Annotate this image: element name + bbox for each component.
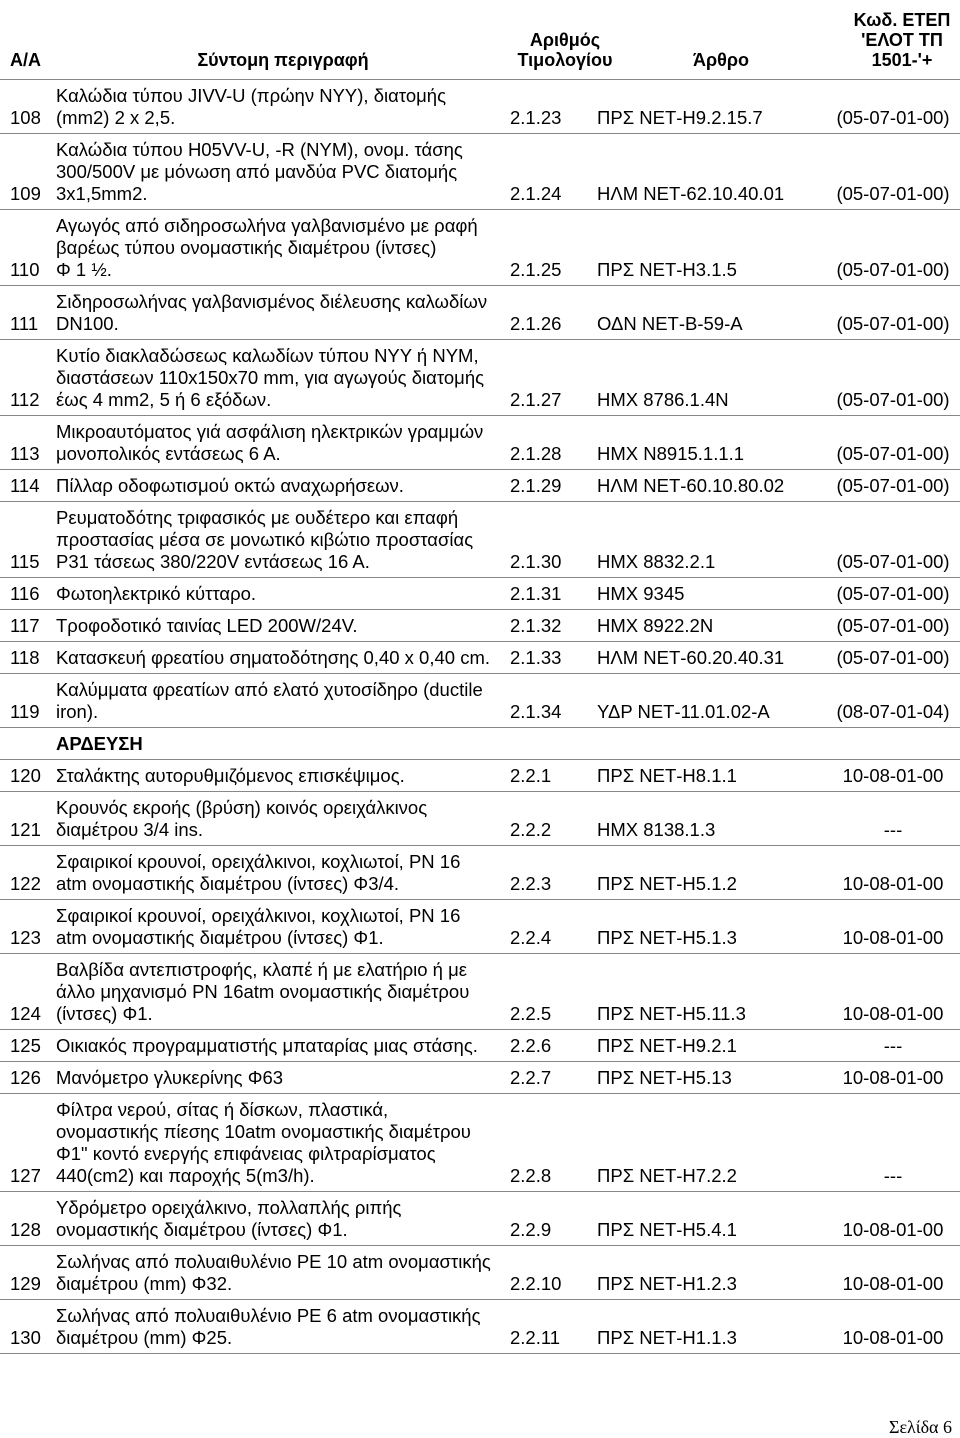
row-description xyxy=(56,615,510,637)
row-description xyxy=(56,851,510,895)
description-line: διαμέτρου 3/4 ins. xyxy=(56,819,204,840)
table-row xyxy=(0,470,960,502)
description-line: διαστάσεων 110x150x70 mm, για αγωγούς διατομής xyxy=(56,367,485,388)
etep-code: 10-08-01-00 xyxy=(842,1273,944,1294)
row-description xyxy=(56,905,510,949)
table-row xyxy=(0,900,960,954)
row-number: 122 xyxy=(10,873,41,894)
row-number: 117 xyxy=(10,615,40,636)
table-row xyxy=(0,674,960,728)
row-description xyxy=(56,1067,510,1089)
invoice-number: 2.1.32 xyxy=(510,615,562,636)
table-row xyxy=(0,134,960,210)
table-row xyxy=(0,1246,960,1300)
etep-code: 10-08-01-00 xyxy=(842,1327,944,1348)
row-description xyxy=(56,421,510,465)
description-line: Καλύμματα φρεατίων από ελατό χυτοσίδηρο (ductile xyxy=(56,679,483,700)
header-etep-code xyxy=(846,10,958,70)
header-number: Α/Α xyxy=(10,50,41,70)
row-number: 112 xyxy=(10,389,40,410)
description-line: Κατασκευή φρεατίου σηματοδότησης 0,40 x 0,40 cm. xyxy=(56,647,491,668)
description-line: έως 4 mm2, 5 ή 6 εξόδων. xyxy=(56,389,272,410)
article-code: ΗΜΧ 8922.2Ν xyxy=(597,615,714,636)
table-row xyxy=(0,80,960,134)
row-description xyxy=(56,1305,510,1349)
row-number: 129 xyxy=(10,1273,41,1294)
row-description xyxy=(56,1197,510,1241)
table-row xyxy=(0,760,960,792)
article-code: ΠΡΣ ΝΕΤ-Η5.13 xyxy=(597,1067,732,1088)
section-row xyxy=(0,728,960,760)
etep-code: 10-08-01-00 xyxy=(842,1219,944,1240)
etep-code: 10-08-01-00 xyxy=(842,1003,944,1024)
description-line: Σφαιρικοί κρουνοί, ορειχάλκινοι, κοχλιωτοί, PN 16 xyxy=(56,905,461,926)
invoice-number: 2.1.28 xyxy=(510,443,562,464)
invoice-number: 2.2.6 xyxy=(510,1035,552,1056)
etep-code: (05-07-01-00) xyxy=(836,107,950,128)
article-code: ΠΡΣ ΝΕΤ-Η1.1.3 xyxy=(597,1327,737,1348)
row-description xyxy=(56,1035,510,1057)
description-line: Ρ31 τάσεως 380/220V εντάσεως 16 Α. xyxy=(56,551,370,572)
invoice-number: 2.1.27 xyxy=(510,389,562,410)
table-row xyxy=(0,1192,960,1246)
header-code-line: 'ΕΛΟΤ ΤΠ xyxy=(861,30,943,50)
header-description: Σύντομη περιγραφή xyxy=(197,50,369,70)
description-line: Σφαιρικοί κρουνοί, ορειχάλκινοι, κοχλιωτοί, PN 16 xyxy=(56,851,461,872)
table-row xyxy=(0,286,960,340)
article-code: ΗΛΜ ΝΕΤ-62.10.40.01 xyxy=(597,183,785,204)
row-description xyxy=(56,475,510,497)
article-code: ΠΡΣ ΝΕΤ-Η7.2.2 xyxy=(597,1165,737,1186)
row-description xyxy=(56,139,510,205)
description-line: iron). xyxy=(56,701,99,722)
description-line: Βαλβίδα αντεπιστροφής, κλαπέ ή με ελατήριο ή με xyxy=(56,959,468,980)
table-row xyxy=(0,1300,960,1354)
row-number: 114 xyxy=(10,475,40,496)
row-description xyxy=(56,291,510,335)
article-code: ΗΜΧ 8832.2.1 xyxy=(597,551,716,572)
description-line: (ίντσες) Φ1. xyxy=(56,1003,153,1024)
article-code: ΗΜΧ 8138.1.3 xyxy=(597,819,716,840)
table-row xyxy=(0,792,960,846)
article-code: ΠΡΣ ΝΕΤ-Η9.2.15.7 xyxy=(597,107,763,128)
description-line: Κρουνός εκροής (βρύση) κοινός ορειχάλκινος xyxy=(56,797,428,818)
article-code: ΠΡΣ ΝΕΤ-Η5.11.3 xyxy=(597,1003,746,1024)
description-line: Φωτοηλεκτρικό κύτταρο. xyxy=(56,583,257,604)
description-line: μονοπολικός εντάσεως 6 Α. xyxy=(56,443,281,464)
table-row xyxy=(0,578,960,610)
etep-code: --- xyxy=(883,819,903,840)
row-description xyxy=(56,765,510,787)
table-row xyxy=(0,1030,960,1062)
invoice-number: 2.2.9 xyxy=(510,1219,552,1240)
invoice-number: 2.2.4 xyxy=(510,927,552,948)
row-number: 130 xyxy=(10,1327,41,1348)
row-description xyxy=(56,1251,510,1295)
invoice-number: 2.2.1 xyxy=(510,765,552,786)
description-line: (mm2) 2 x 2,5. xyxy=(56,107,176,128)
row-description xyxy=(56,797,510,841)
description-line: Οικιακός προγραμματιστής μπαταρίας μιας στάσης. xyxy=(56,1035,478,1056)
header-article: Άρθρο xyxy=(693,50,749,70)
description-line: διαμέτρου (mm) Φ32. xyxy=(56,1273,233,1294)
page-number: Σελίδα 6 xyxy=(888,1417,952,1437)
article-code: ΠΡΣ ΝΕΤ-Η9.2.1 xyxy=(597,1035,737,1056)
invoice-number: 2.1.31 xyxy=(510,583,562,604)
description-line: Ρευματοδότης τριφασικός με ουδέτερο και επαφή xyxy=(56,507,459,528)
row-number: 115 xyxy=(10,551,40,572)
description-line: 3x1,5mm2. xyxy=(56,183,148,204)
description-line: διαμέτρου (mm) Φ25. xyxy=(56,1327,233,1348)
row-number: 113 xyxy=(10,443,40,464)
description-line: προστασίας μέσα σε μονωτικό κιβώτιο προστασίας xyxy=(56,529,474,550)
description-line: ονομαστικής διαμέτρου (ίντσες) Φ1. xyxy=(56,1219,348,1240)
etep-code: 10-08-01-00 xyxy=(842,873,944,894)
description-line: Φ1" κοντό ενεργής επιφάνειας φιλτραρίσματος xyxy=(56,1143,436,1164)
header-invoice-line: Τιμολογίου xyxy=(517,50,613,70)
table-row xyxy=(0,1094,960,1192)
row-number: 127 xyxy=(10,1165,41,1186)
row-number: 111 xyxy=(10,313,39,334)
row-description xyxy=(56,345,510,411)
article-code: ΗΜΧ 8786.1.4Ν xyxy=(597,389,729,410)
description-line: DN100. xyxy=(56,313,119,334)
invoice-number: 2.1.30 xyxy=(510,551,562,572)
row-number: 119 xyxy=(10,701,40,722)
invoice-number: 2.2.2 xyxy=(510,819,552,840)
article-code: ΥΔΡ ΝΕΤ-11.01.02-Α xyxy=(597,701,770,722)
etep-code: (05-07-01-00) xyxy=(836,313,950,334)
description-line: Φ 1 ½. xyxy=(56,259,112,280)
article-code: ΠΡΣ ΝΕΤ-Η5.1.2 xyxy=(597,873,737,894)
article-code: ΠΡΣ ΝΕΤ-Η5.4.1 xyxy=(597,1219,737,1240)
invoice-number: 2.1.24 xyxy=(510,183,562,204)
row-number: 108 xyxy=(10,107,41,128)
invoice-number: 2.2.11 xyxy=(510,1327,561,1348)
row-description xyxy=(56,1099,510,1187)
invoice-number: 2.1.25 xyxy=(510,259,562,280)
article-code: ΠΡΣ ΝΕΤ-Η3.1.5 xyxy=(597,259,737,280)
table-row xyxy=(0,416,960,470)
table-row xyxy=(0,846,960,900)
article-code: ΗΛΜ ΝΕΤ-60.20.40.31 xyxy=(597,647,785,668)
etep-code: (05-07-01-00) xyxy=(836,183,950,204)
article-code: ΟΔΝ ΝΕΤ-Β-59-Α xyxy=(597,313,743,334)
etep-code: (05-07-01-00) xyxy=(836,551,950,572)
invoice-number: 2.2.10 xyxy=(510,1273,562,1294)
row-number: 125 xyxy=(10,1035,41,1056)
etep-code: (05-07-01-00) xyxy=(836,475,950,496)
table-row xyxy=(0,610,960,642)
row-description xyxy=(56,85,510,129)
row-number: 116 xyxy=(10,583,40,604)
description-line: Σωλήνας από πολυαιθυλένιο PE 10 atm ονομαστικής xyxy=(56,1251,491,1272)
invoice-number: 2.1.34 xyxy=(510,701,562,722)
article-code: ΠΡΣ ΝΕΤ-Η5.1.3 xyxy=(597,927,737,948)
row-number: 126 xyxy=(10,1067,41,1088)
invoice-number: 2.1.29 xyxy=(510,475,562,496)
description-line: Φίλτρα νερού, σίτας ή δίσκων, πλαστικά, xyxy=(56,1099,389,1120)
row-number: 124 xyxy=(10,1003,41,1024)
description-line: Καλώδια τύπου JIVV-U (πρώην NYY), διατομής xyxy=(56,85,446,106)
etep-code: (05-07-01-00) xyxy=(836,583,950,604)
description-line: 300/500V με μόνωση από μανδύα PVC διατομής xyxy=(56,161,458,182)
invoice-number: 2.2.5 xyxy=(510,1003,552,1024)
description-line: Καλώδια τύπου H05VV-U, -R (NYM), ονομ. τάσης xyxy=(56,139,463,160)
etep-code: --- xyxy=(883,1035,903,1056)
row-number: 118 xyxy=(10,647,40,668)
description-line: Πίλλαρ οδοφωτισμού οκτώ αναχωρήσεων. xyxy=(56,475,404,496)
etep-code: (05-07-01-00) xyxy=(836,615,950,636)
header-invoice xyxy=(505,30,625,70)
row-description xyxy=(56,647,510,669)
description-line: Κυτίο διακλαδώσεως καλωδίων τύπου NYY ή NYM, xyxy=(56,345,479,366)
etep-code: 10-08-01-00 xyxy=(842,1067,944,1088)
row-number: 121 xyxy=(10,819,41,840)
header-code-line: 1501-'+ xyxy=(871,50,933,70)
etep-code: (05-07-01-00) xyxy=(836,259,950,280)
header-code-line: Κωδ. ΕΤΕΠ xyxy=(853,10,951,30)
table-row xyxy=(0,502,960,578)
description-line: atm ονομαστικής διαμέτρου (ίντσες) Φ1. xyxy=(56,927,384,948)
table-row xyxy=(0,210,960,286)
table-row xyxy=(0,340,960,416)
description-line: Σταλάκτης αυτορυθμιζόμενος επισκέψιμος. xyxy=(56,765,405,786)
row-number: 110 xyxy=(10,259,40,280)
description-line: Σιδηροσωλήνας γαλβανισμένος διέλευσης καλωδίων xyxy=(56,291,488,312)
row-description xyxy=(56,583,510,605)
etep-code: (05-07-01-00) xyxy=(836,647,950,668)
etep-code: (05-07-01-00) xyxy=(836,389,950,410)
article-code: ΗΜΧ Ν8915.1.1.1 xyxy=(597,443,745,464)
table-row xyxy=(0,1062,960,1094)
description-line: Μανόμετρο γλυκερίνης Φ63 xyxy=(56,1067,284,1088)
row-description xyxy=(56,215,510,281)
table-row xyxy=(0,954,960,1030)
table-body xyxy=(0,80,960,1354)
description-line: Μικροαυτόματος γιά ασφάλιση ηλεκτρικών γραμμών xyxy=(56,421,484,442)
invoice-number: 2.1.23 xyxy=(510,107,562,128)
article-code: ΗΛΜ ΝΕΤ-60.10.80.02 xyxy=(597,475,785,496)
row-description xyxy=(56,507,510,573)
description-line: Σωλήνας από πολυαιθυλένιο PE 6 atm ονομαστικής xyxy=(56,1305,481,1326)
invoice-number: 2.2.7 xyxy=(510,1067,552,1088)
invoice-number: 2.2.8 xyxy=(510,1165,552,1186)
article-code: ΠΡΣ ΝΕΤ-Η1.2.3 xyxy=(597,1273,737,1294)
description-line: atm ονομαστικής διαμέτρου (ίντσες) Φ3/4. xyxy=(56,873,400,894)
section-heading: ΑΡΔΕΥΣΗ xyxy=(56,733,143,754)
description-line: άλλο μηχανισμό PN 16atm ονομαστικής διαμέτρου xyxy=(56,981,470,1002)
row-number: 123 xyxy=(10,927,41,948)
etep-code: 10-08-01-00 xyxy=(842,927,944,948)
invoice-number: 2.1.26 xyxy=(510,313,562,334)
etep-code: --- xyxy=(883,1165,903,1186)
etep-code: (08-07-01-04) xyxy=(836,701,950,722)
etep-code: 10-08-01-00 xyxy=(842,765,944,786)
row-description xyxy=(56,959,510,1025)
row-number: 120 xyxy=(10,765,41,786)
row-description xyxy=(56,679,510,723)
description-line: Αγωγός από σιδηροσωλήνα γαλβανισμένο με ραφή xyxy=(56,215,478,236)
description-line: βαρέως τύπου ονομαστικής διαμέτρου (ίντσες) xyxy=(56,237,437,258)
row-number: 128 xyxy=(10,1219,41,1240)
description-line: Τροφοδοτικό ταινίας LED 200W/24V. xyxy=(56,615,358,636)
invoice-number: 2.1.33 xyxy=(510,647,562,668)
table-header xyxy=(0,0,960,80)
row-number: 109 xyxy=(10,183,41,204)
invoice-number: 2.2.3 xyxy=(510,873,552,894)
description-line: 440(cm2) και παροχής 5(m3/h). xyxy=(56,1165,315,1186)
header-invoice-line: Αριθμός xyxy=(529,30,601,50)
description-line: ονομαστικής πίεσης 10atm ονομαστικής διαμέτρου xyxy=(56,1121,471,1142)
table-row xyxy=(0,642,960,674)
article-code: ΠΡΣ ΝΕΤ-Η8.1.1 xyxy=(597,765,737,786)
article-code: ΗΜΧ 9345 xyxy=(597,583,685,604)
etep-code: (05-07-01-00) xyxy=(836,443,950,464)
description-line: Υδρόμετρο ορειχάλκινο, πολλαπλής ριπής xyxy=(56,1197,402,1218)
